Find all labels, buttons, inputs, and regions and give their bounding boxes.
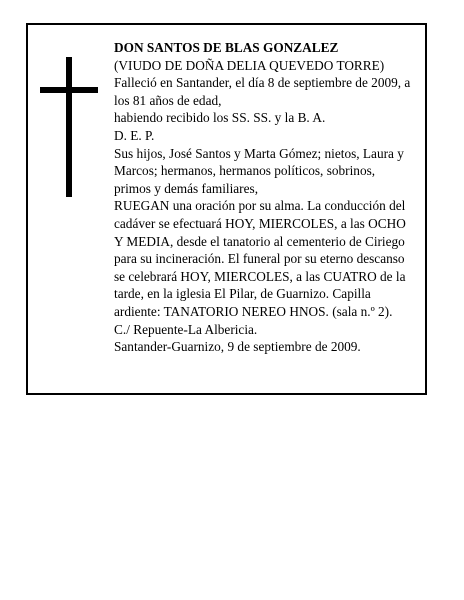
cross-horizontal-bar [40, 87, 98, 93]
cross-vertical-bar [66, 57, 72, 197]
service-details-line: tarde, en la iglesia El Pilar, de Guarnizo. Capilla [114, 286, 371, 302]
obituary-notice [26, 23, 427, 395]
family-line: primos y demás familiares, [114, 180, 259, 196]
cross-icon [40, 57, 98, 197]
place-date-line: Santander-Guarnizo, 9 de septiembre de 2009. [114, 339, 361, 355]
deceased-name: DON SANTOS DE BLAS GONZALEZ [114, 40, 339, 55]
obituary-text [114, 39, 420, 356]
service-details-line: RUEGAN una oración por su alma. La conducción del [114, 198, 406, 214]
chapel-line: ardiente: TANATORIO NEREO HNOS. (sala n.º 2). [114, 303, 393, 319]
age-line: los 81 años de edad, [114, 92, 222, 108]
service-details-line: para su incineración. El funeral por su eterno descanso [114, 251, 405, 267]
rip-line: D. E. P. [114, 127, 155, 143]
address-line: C./ Repuente-La Albericia. [114, 321, 258, 337]
service-details-line: se celebrará HOY, MIERCOLES, a las CUATRO de la [114, 268, 406, 284]
service-details-line: Y MEDIA, desde el tanatorio al cementerio de Ciriego [114, 233, 405, 249]
sacraments-line: habiendo recibido los SS. SS. y la B. A. [114, 110, 326, 126]
death-announcement-line: Falleció en Santander, el día 8 de septiembre de 2009, a [114, 75, 411, 91]
family-line: Marcos; hermanos, hermanos políticos, sobrinos, [114, 163, 376, 179]
family-line: Sus hijos, José Santos y Marta Gómez; nietos, Laura y [114, 145, 404, 161]
service-details-line: cadáver se efectuará HOY, MIERCOLES, a las OCHO [114, 215, 406, 231]
widower-of-line: (VIUDO DE DOÑA DELIA QUEVEDO TORRE) [114, 57, 385, 73]
